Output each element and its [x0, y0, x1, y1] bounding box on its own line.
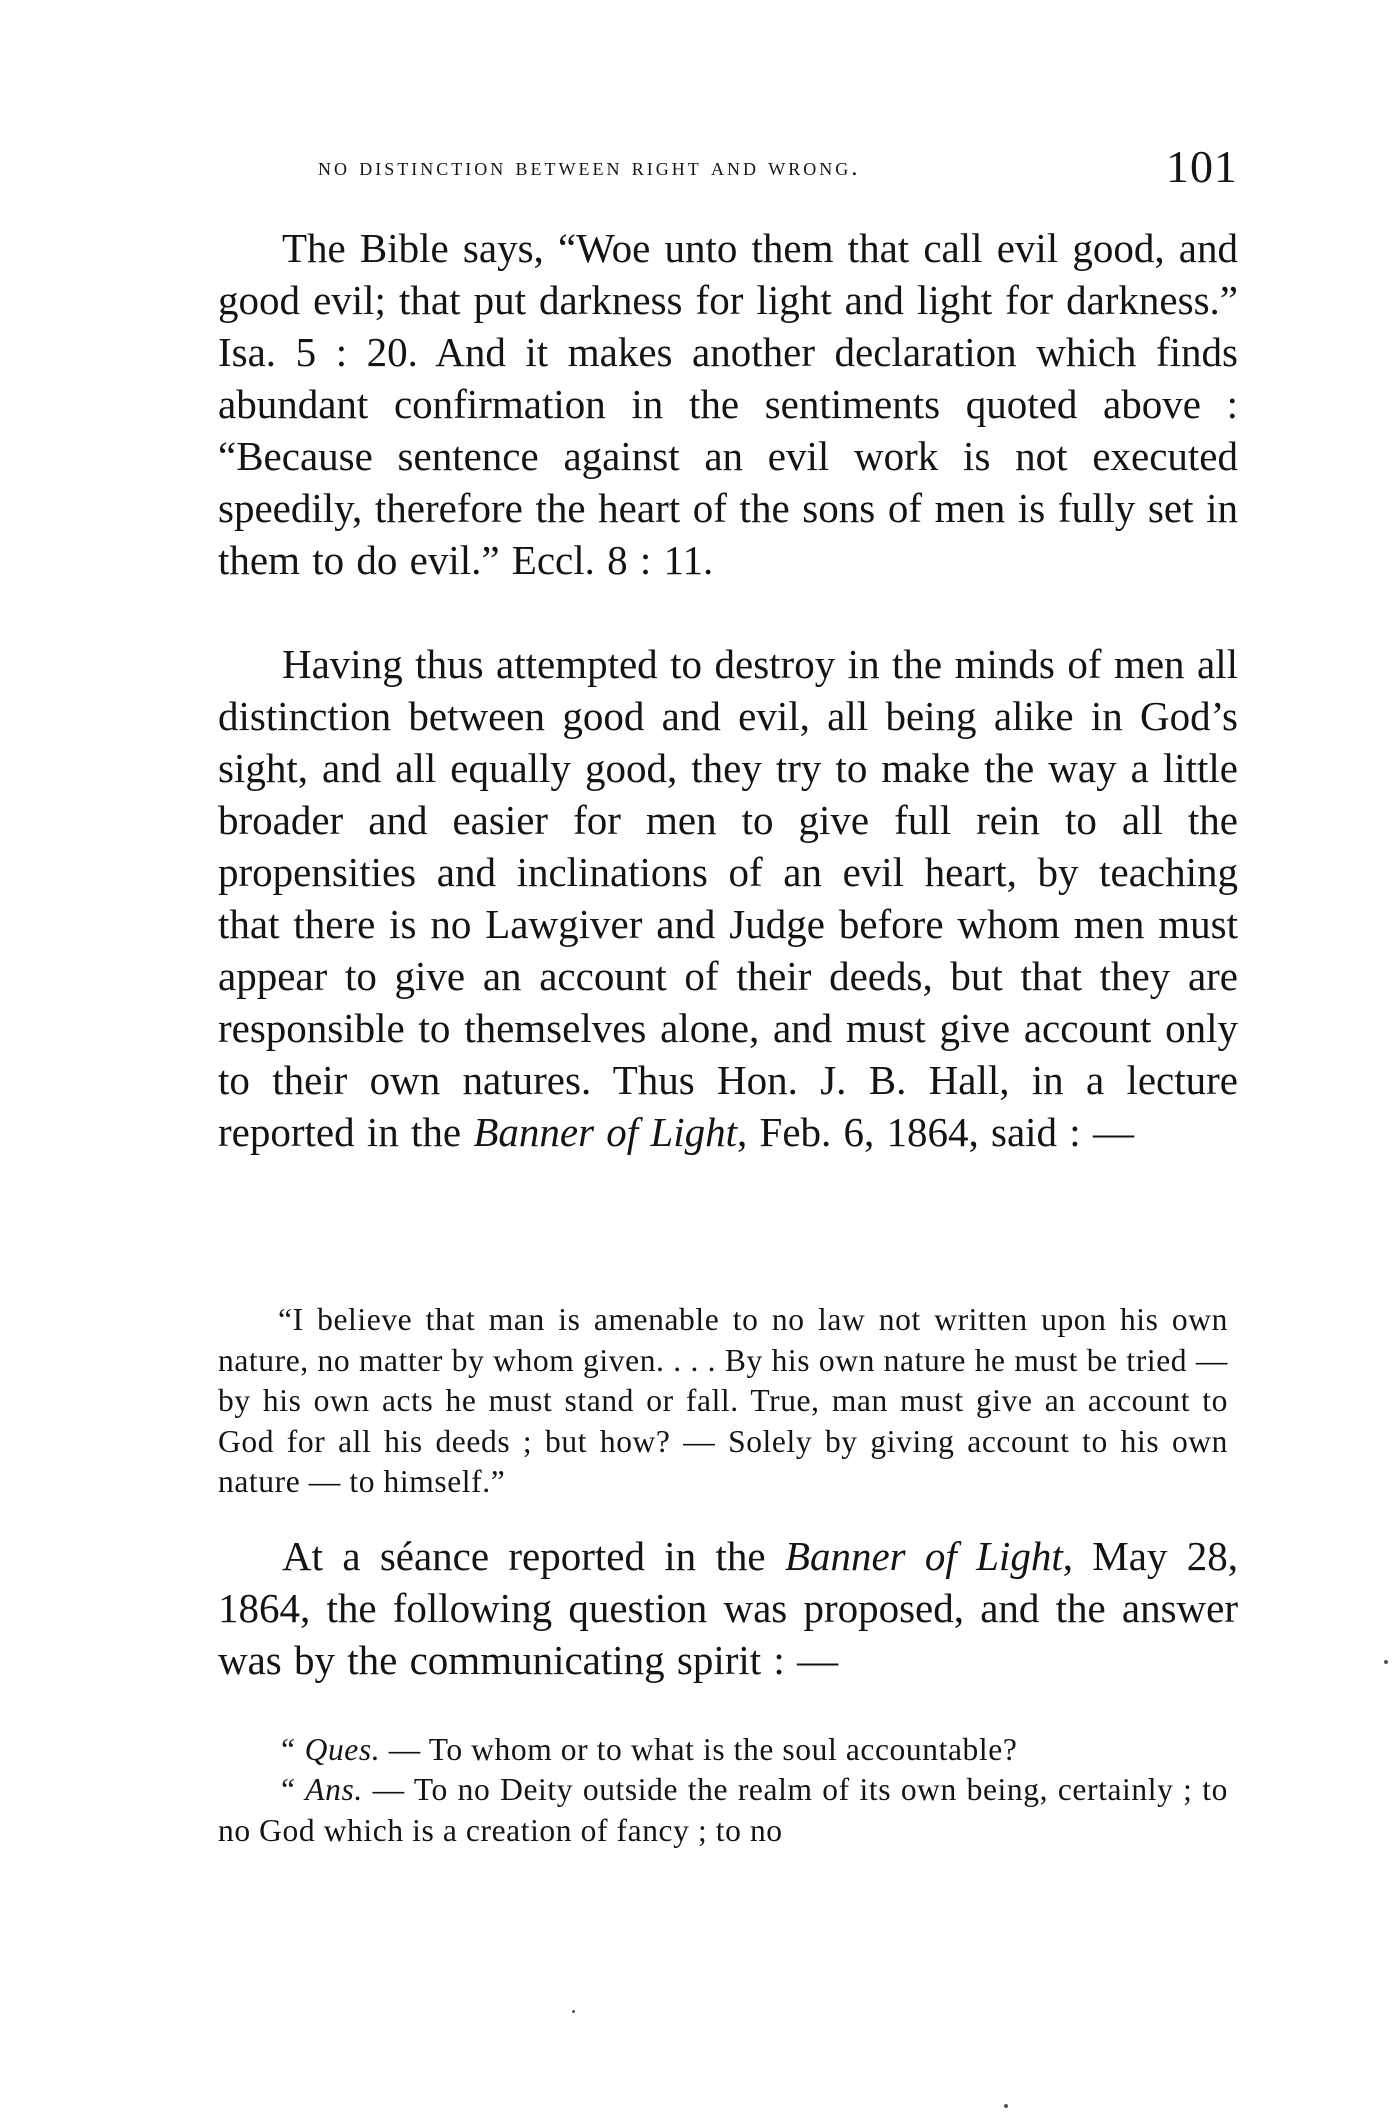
print-speck	[1384, 1660, 1388, 1664]
print-speck	[1004, 2104, 1008, 2108]
paragraph-bible-quote: The Bible says, “Woe unto them that call evil good, and good evil; that put darkness for light and light for darkness.” Isa. 5 : 20. And it makes another declaration which finds abundant confirmation in the sentiments quoted above : “Because sentence against an evil work is not executed speedily, therefore the heart of the sons of men is fully set in them to do evil.” Eccl. 8 : 11.	[218, 225, 1238, 583]
running-title: no distinction between right and wrong.	[318, 154, 861, 181]
paragraph-seance	[218, 1530, 1238, 1686]
print-speck	[572, 2010, 575, 2013]
answer-text: — To no Deity outside the realm of its own being, certainly ; to no God which is a creation of fancy ; to no	[218, 1772, 1228, 1848]
running-head	[318, 140, 1238, 200]
paragraph-lawgiver	[218, 638, 1238, 1158]
answer-label: “ Ans.	[278, 1772, 363, 1807]
paragraph-seance-text: At a séance reported in the	[282, 1533, 785, 1579]
banner-of-light-title: Banner of Light	[784, 1533, 1063, 1579]
paragraph-seance-tail: , May 28, 1864, the following question was proposed, and the answer was by the communicating spirit : —	[218, 1533, 1238, 1683]
page-number: 101	[1166, 141, 1238, 192]
block-quote-answer	[218, 1770, 1228, 1851]
question-text: — To whom or to what is the soul accountable?	[380, 1732, 1018, 1767]
paragraph-lawgiver-text: Having thus attempted to destroy in the minds of men all distinction between good and evil, all being alike in God’s sight, and all equally good, they try to make the way a little broader and easier for men to give full rein to all the propensities and inclinations of an evil heart, by teaching that there is no Lawgiver and Judge before whom men must appear to give an account of their deeds, but that they are responsible to themselves alone, and must give account only to their own natures. Thus Hon. J. B. Hall, in a lecture reported in the	[218, 641, 1238, 1155]
question-label: “ Ques.	[278, 1732, 381, 1767]
paragraph-lawgiver-tail: , Feb. 6, 1864, said : —	[737, 1109, 1134, 1155]
banner-of-light-title: Banner of Light	[473, 1109, 738, 1155]
block-quote-hall: “I believe that man is amenable to no law not written upon his own nature, no matter by whom given. . . . By his own nature he must be tried — by his own acts he must stand or fall. True, man must give an account to God for all his deeds ; but how? — Solely by giving account to his own nature — to himself.”	[218, 1302, 1228, 1499]
block-quote-question	[218, 1730, 1228, 1771]
